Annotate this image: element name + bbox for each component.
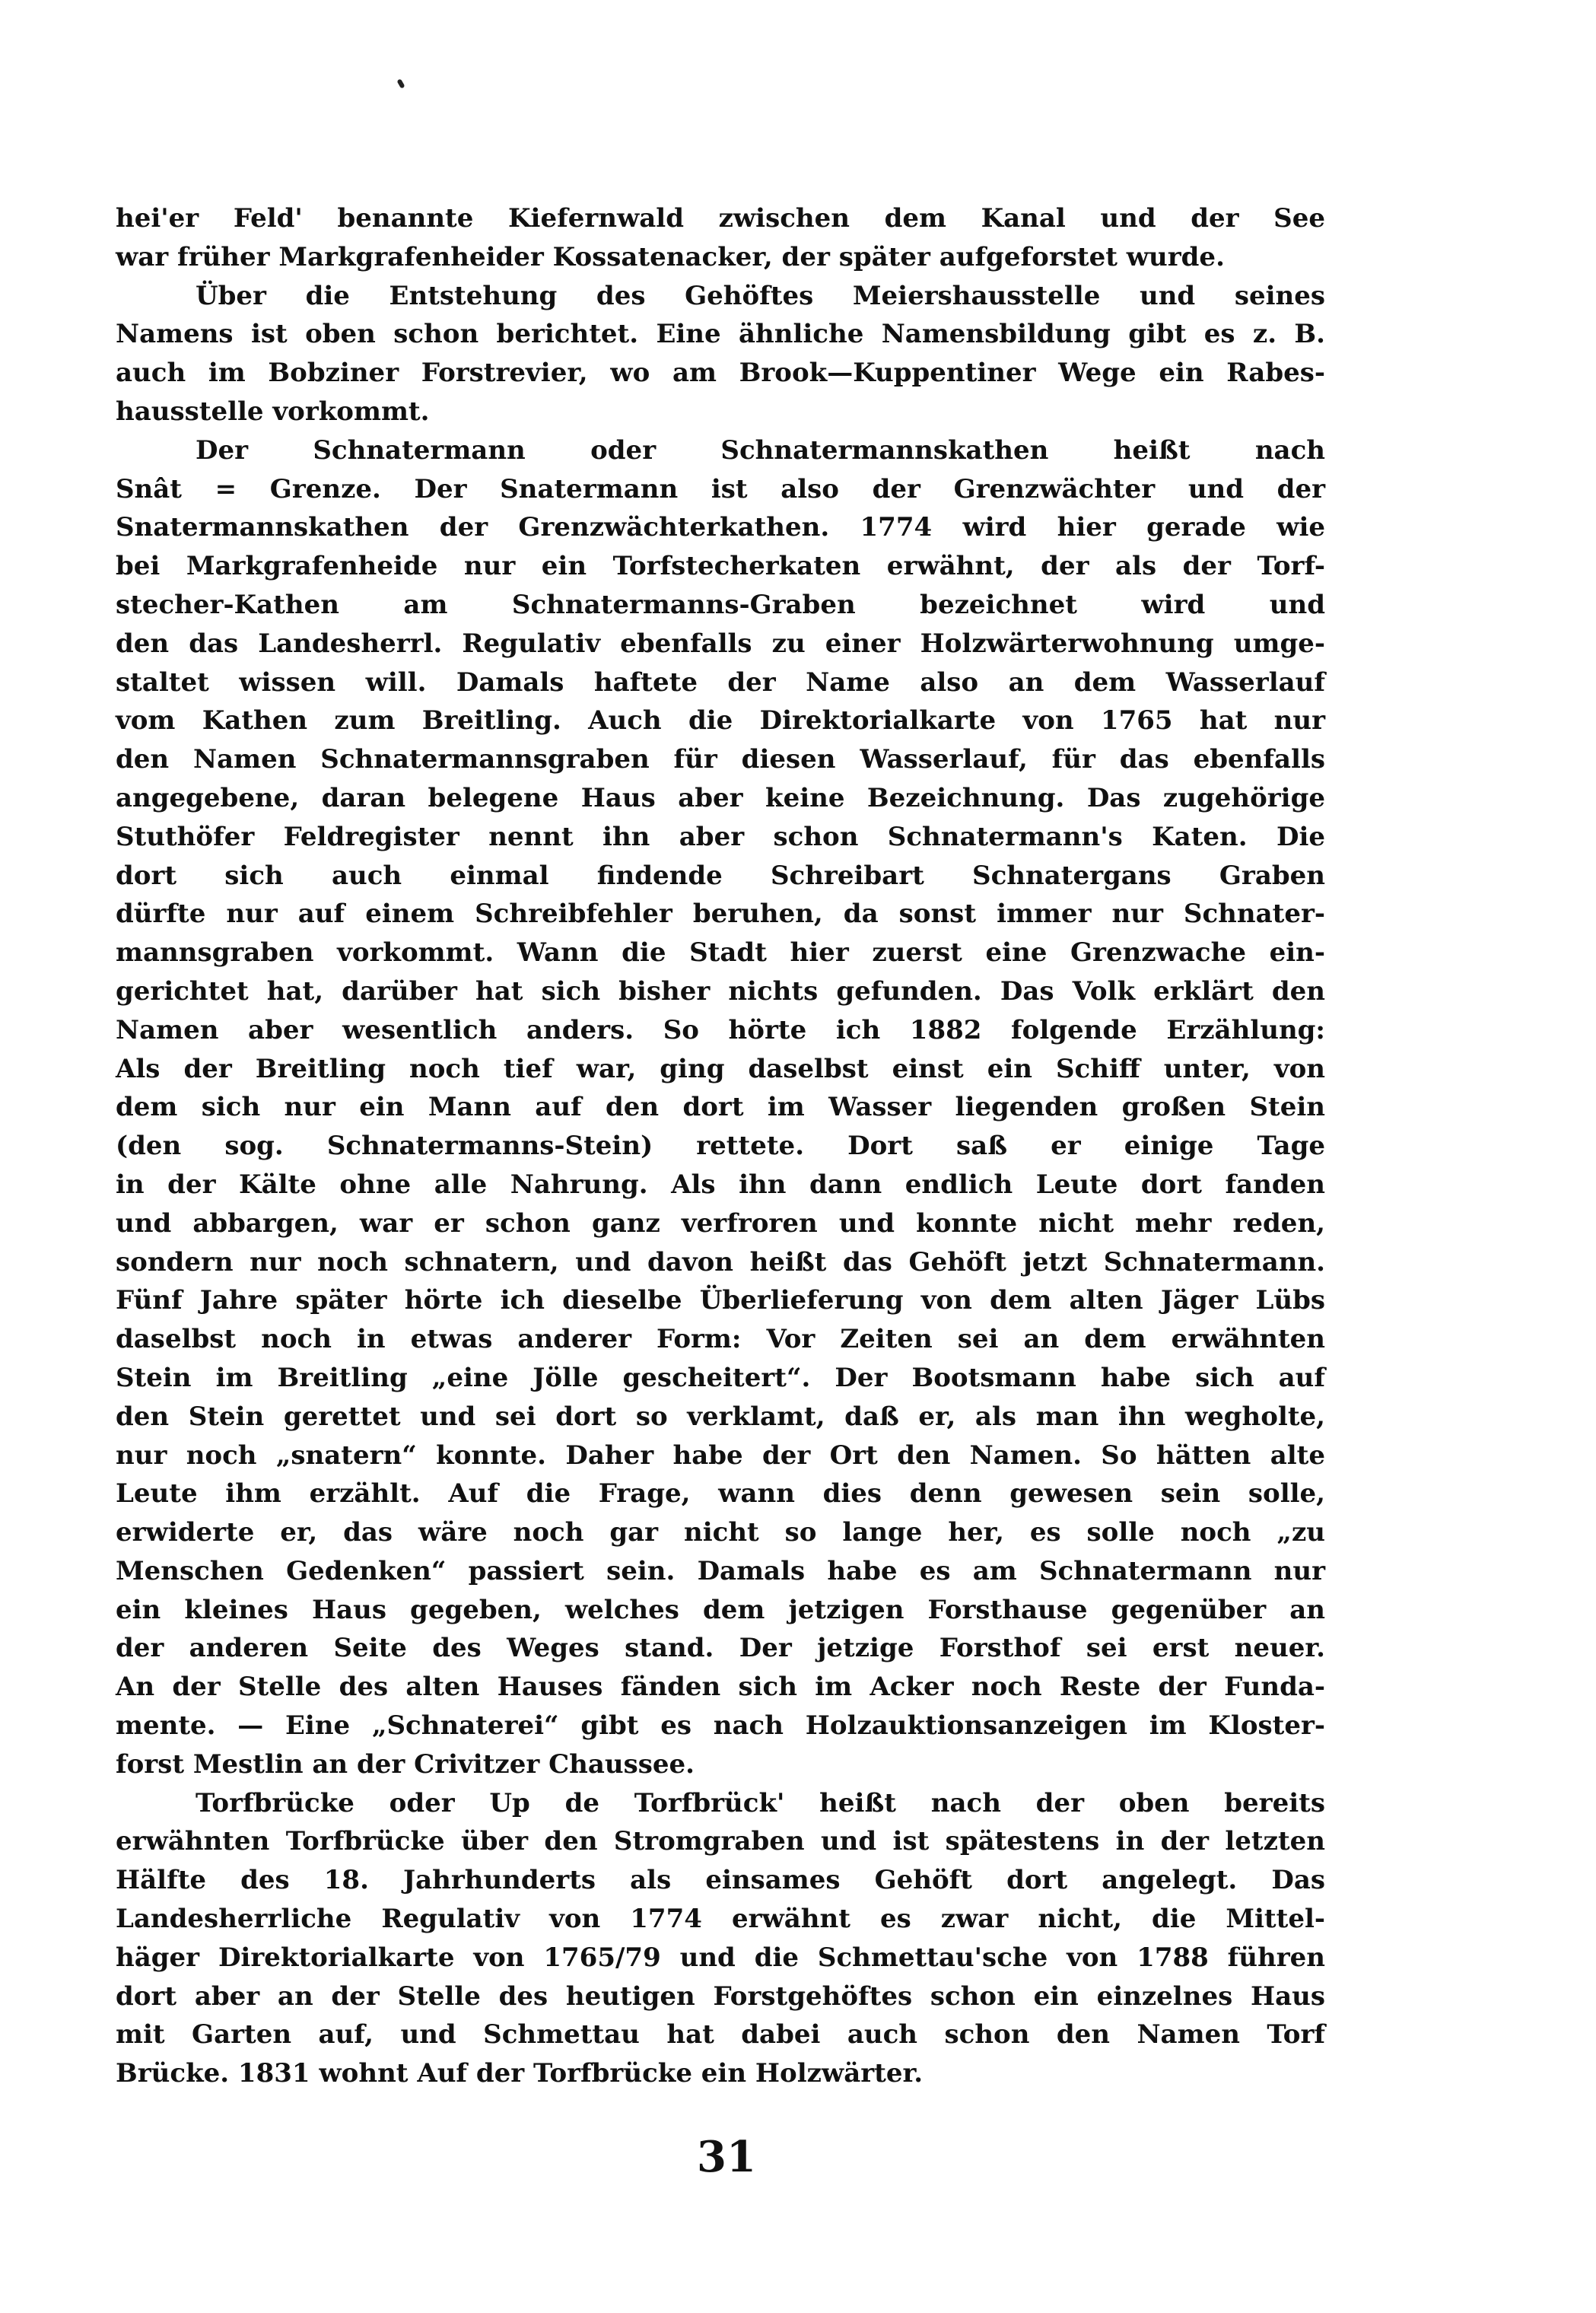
scan-speck xyxy=(396,78,405,88)
text-line: Stuthöfer Feldregister nennt ihn aber schon Schnatermann's Katen. Die xyxy=(116,821,1325,852)
text-line: Landesherrliche Regulativ von 1774 erwähnt es zwar nicht, die Mittel- xyxy=(116,1904,1325,1935)
text-line: An der Stelle des alten Hauses fänden sich im Acker noch Reste der Funda- xyxy=(116,1672,1325,1703)
text-line: mit Garten auf, und Schmettau hat dabei auch schon den Namen Torf xyxy=(116,2019,1325,2051)
text-line: häger Direktorialkarte von 1765/79 und die Schmettau'sche von 1788 führen xyxy=(116,1942,1325,1973)
text-line: nur noch „snatern“ konnte. Daher habe der Ort den Namen. So hätten alte xyxy=(116,1440,1325,1471)
text-line: erwiderte er, das wäre noch gar nicht so lange her, es solle noch „zu xyxy=(116,1517,1325,1548)
text-line: Hälfte des 18. Jahrhunderts als einsames Gehöft dort angelegt. Das xyxy=(116,1865,1325,1896)
text-line: erwähnten Torfbrücke über den Stromgraben und ist spätestens in der letzten xyxy=(116,1826,1325,1857)
text-line: dem sich nur ein Mann auf den dort im Wasser liegenden großen Stein xyxy=(116,1092,1325,1123)
page-number: 31 xyxy=(697,2132,756,2182)
text-line: auch im Bobziner Forstrevier, wo am Brook—Kuppentiner Wege ein Rabes- xyxy=(116,358,1325,389)
text-line: Stein im Breitling „eine Jölle gescheitert“. Der Bootsmann habe sich auf xyxy=(116,1362,1325,1393)
text-line: Torfbrücke oder Up de Torfbrück' heißt nach der oben bereits xyxy=(196,1787,1325,1818)
text-line: hausstelle vorkommt. xyxy=(116,396,430,427)
text-line: forst Mestlin an der Crivitzer Chaussee. xyxy=(116,1748,695,1780)
paragraph-torfbruecke xyxy=(116,1784,1325,2093)
text-line: Snât = Grenze. Der Snatermann ist also der Grenzwächter und der xyxy=(116,473,1325,504)
text-line: den das Landesherrl. Regulativ ebenfalls zu einer Holzwärterwohnung umge- xyxy=(116,628,1325,659)
text-line: angegebene, daran belegene Haus aber keine Bezeichnung. Das zugehörige xyxy=(116,782,1325,813)
text-line: Brücke. 1831 wohnt Auf der Torfbrücke ein Holzwärter. xyxy=(116,2058,924,2089)
text-line: dort sich auch einmal findende Schreibart Schnatergans Graben xyxy=(116,860,1325,891)
text-line: sondern nur noch schnatern, und davon heißt das Gehöft jetzt Schnatermann. xyxy=(116,1246,1325,1277)
text-line: daselbst noch in etwas anderer Form: Vor Zeiten sei an dem erwähnten xyxy=(116,1324,1325,1355)
text-line: mente. — Eine „Schnaterei“ gibt es nach Holzauktionsanzeigen im Kloster- xyxy=(116,1710,1325,1742)
body-text xyxy=(116,199,1325,2093)
text-line: den Stein gerettet und sei dort so verklamt, daß er, als man ihn wegholte, xyxy=(116,1401,1325,1432)
paragraph-meiershausstelle xyxy=(116,277,1325,431)
text-line: Namens ist oben schon berichtet. Eine ähnliche Namensbildung gibt es z. B. xyxy=(116,319,1325,350)
text-line: Als der Breitling noch tief war, ging daselbst einst ein Schiff unter, von xyxy=(116,1053,1325,1084)
text-line: staltet wissen will. Damals haftete der Name also an dem Wasserlauf xyxy=(116,667,1325,698)
text-line: war früher Markgrafenheider Kossatenacker, der später aufgeforstet wurde. xyxy=(116,241,1225,272)
text-line: Über die Entstehung des Gehöftes Meiershausstelle und seines xyxy=(196,280,1325,311)
text-line: den Namen Schnatermannsgraben für diesen Wasserlauf, für das ebenfalls xyxy=(116,744,1325,775)
text-line: Der Schnatermann oder Schnatermannskathen heißt nach xyxy=(196,434,1325,466)
text-line: Namen aber wesentlich anders. So hörte ich 1882 folgende Erzählung: xyxy=(116,1014,1325,1045)
text-line: dürfte nur auf einem Schreibfehler beruhen, da sonst immer nur Schnater- xyxy=(116,899,1325,930)
text-line: ein kleines Haus gegeben, welches dem jetzigen Forsthause gegenüber an xyxy=(116,1594,1325,1625)
text-line: dort aber an der Stelle des heutigen Forstgehöftes schon ein einzelnes Haus xyxy=(116,1981,1325,2012)
text-line: (den sog. Schnatermanns-Stein) rettete. Dort saß er einige Tage xyxy=(116,1131,1325,1162)
text-line: der anderen Seite des Weges stand. Der jetzige Forsthof sei erst neuer. xyxy=(116,1633,1325,1664)
text-line: Menschen Gedenken“ passiert sein. Damals habe es am Schnatermann nur xyxy=(116,1555,1325,1586)
text-line: Snatermannskathen der Grenzwächterkathen. 1774 wird hier gerade wie xyxy=(116,512,1325,543)
text-line: stecher-Kathen am Schnatermanns-Graben bezeichnet wird und xyxy=(116,589,1325,620)
text-line: in der Kälte ohne alle Nahrung. Als ihn dann endlich Leute dort fanden xyxy=(116,1169,1325,1200)
text-line: mannsgraben vorkommt. Wann die Stadt hier zuerst eine Grenzwache ein- xyxy=(116,937,1325,969)
paragraph-schnatermann xyxy=(116,431,1325,1784)
paragraph-continued xyxy=(116,199,1325,277)
text-line: hei'er Feld' benannte Kiefernwald zwischen dem Kanal und der See xyxy=(116,203,1325,234)
text-line: Fünf Jahre später hörte ich dieselbe Überlieferung von dem alten Jäger Lübs xyxy=(116,1285,1325,1316)
text-line: vom Kathen zum Breitling. Auch die Direktorialkarte von 1765 hat nur xyxy=(116,705,1325,737)
text-line: gerichtet hat, darüber hat sich bisher nichts gefunden. Das Volk erklärt den xyxy=(116,975,1325,1007)
text-line: Leute ihm erzählt. Auf die Frage, wann dies denn gewesen sein solle, xyxy=(116,1478,1325,1510)
text-line: und abbargen, war er schon ganz verfroren und konnte nicht mehr reden, xyxy=(116,1207,1325,1239)
text-line: bei Markgrafenheide nur ein Torfstecherkaten erwähnt, der als der Torf- xyxy=(116,551,1325,582)
